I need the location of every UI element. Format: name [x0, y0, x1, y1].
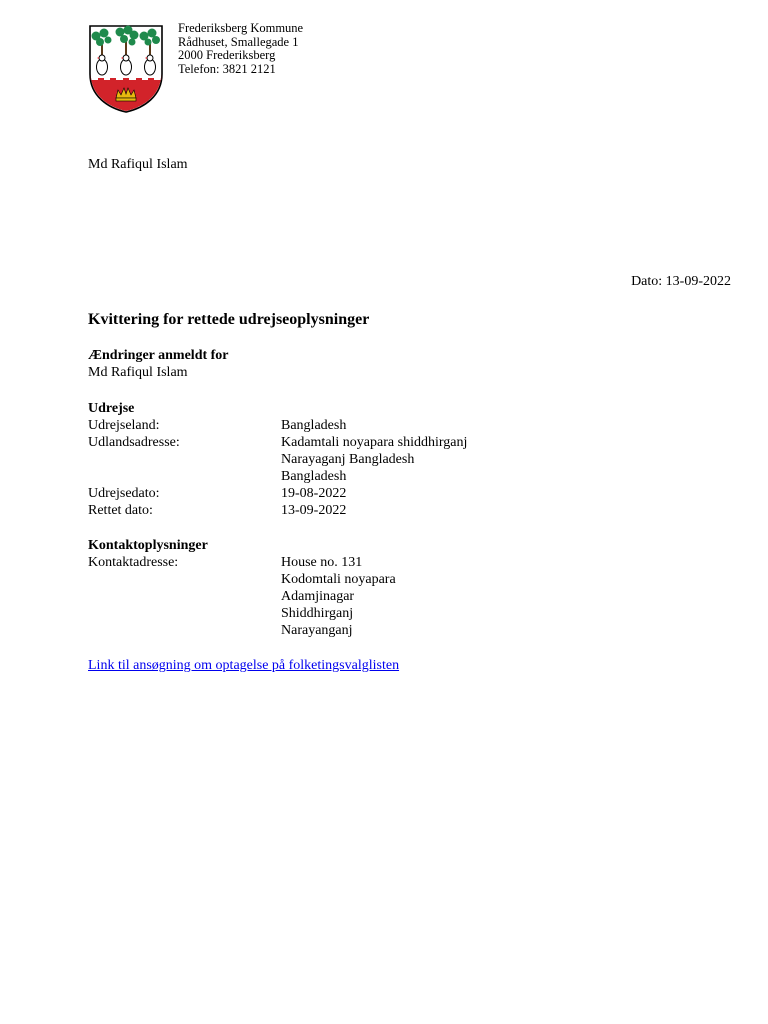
departure-date-row: [88, 485, 688, 502]
sender-line: Telefon: 3821 2121: [178, 61, 276, 76]
document-title: Kvittering for rettede udrejseoplysninger: [88, 311, 370, 328]
value-line: 13-09-2022: [281, 503, 347, 518]
field-value: [281, 434, 467, 485]
field-label: Kontaktadresse:: [88, 555, 179, 570]
voter-list-application-link[interactable]: Link til ansøgning om optagelse på folketingsvalglisten: [88, 658, 400, 673]
departure-section: [88, 400, 688, 519]
sender-address: [178, 22, 303, 76]
field-value: [281, 502, 346, 519]
field-value: [281, 417, 346, 434]
value-line: Narayaganj Bangladesh: [281, 452, 415, 467]
field-label: Udrejsedato:: [88, 486, 160, 501]
contact-address-row: [88, 554, 688, 639]
changes-person-name: Md Rafiqul Islam: [88, 365, 188, 380]
value-line: 19-08-2022: [281, 486, 347, 501]
value-line: Bangladesh: [281, 469, 347, 484]
departure-country-row: [88, 417, 688, 434]
recipient-name: Md Rafiqul Islam: [88, 157, 188, 172]
field-label: Rettet dato:: [88, 503, 153, 518]
field-label: Udlandsadresse:: [88, 435, 180, 450]
value-line: Kodomtali noyapara: [281, 572, 396, 587]
value-line: Bangladesh: [281, 418, 347, 433]
contact-section: [88, 537, 688, 639]
value-line: Adamjinagar: [281, 589, 355, 604]
value-line: Narayanganj: [281, 623, 353, 638]
value-line: Kadamtali noyapara shiddhirganj: [281, 435, 468, 450]
document-date: Dato: 13-09-2022: [631, 274, 731, 289]
frederiksberg-coat-of-arms-icon: [86, 22, 166, 114]
field-value: [281, 485, 346, 502]
value-line: House no. 131: [281, 555, 363, 570]
sender-line: Frederiksberg Kommune: [178, 21, 304, 35]
sender-line: Rådhuset, Smallegade 1: [178, 34, 299, 49]
departure-heading: Udrejse: [88, 401, 135, 416]
field-value: [281, 554, 396, 639]
value-line: Shiddhirganj: [281, 606, 354, 621]
changes-heading: Ændringer anmeldt for: [88, 348, 229, 363]
field-label: Udrejseland:: [88, 418, 160, 433]
changes-section: [88, 347, 688, 381]
foreign-address-row: [88, 434, 688, 485]
corrected-date-row: [88, 502, 688, 519]
contact-heading: Kontaktoplysninger: [88, 538, 208, 553]
sender-line: 2000 Frederiksberg: [178, 48, 276, 62]
